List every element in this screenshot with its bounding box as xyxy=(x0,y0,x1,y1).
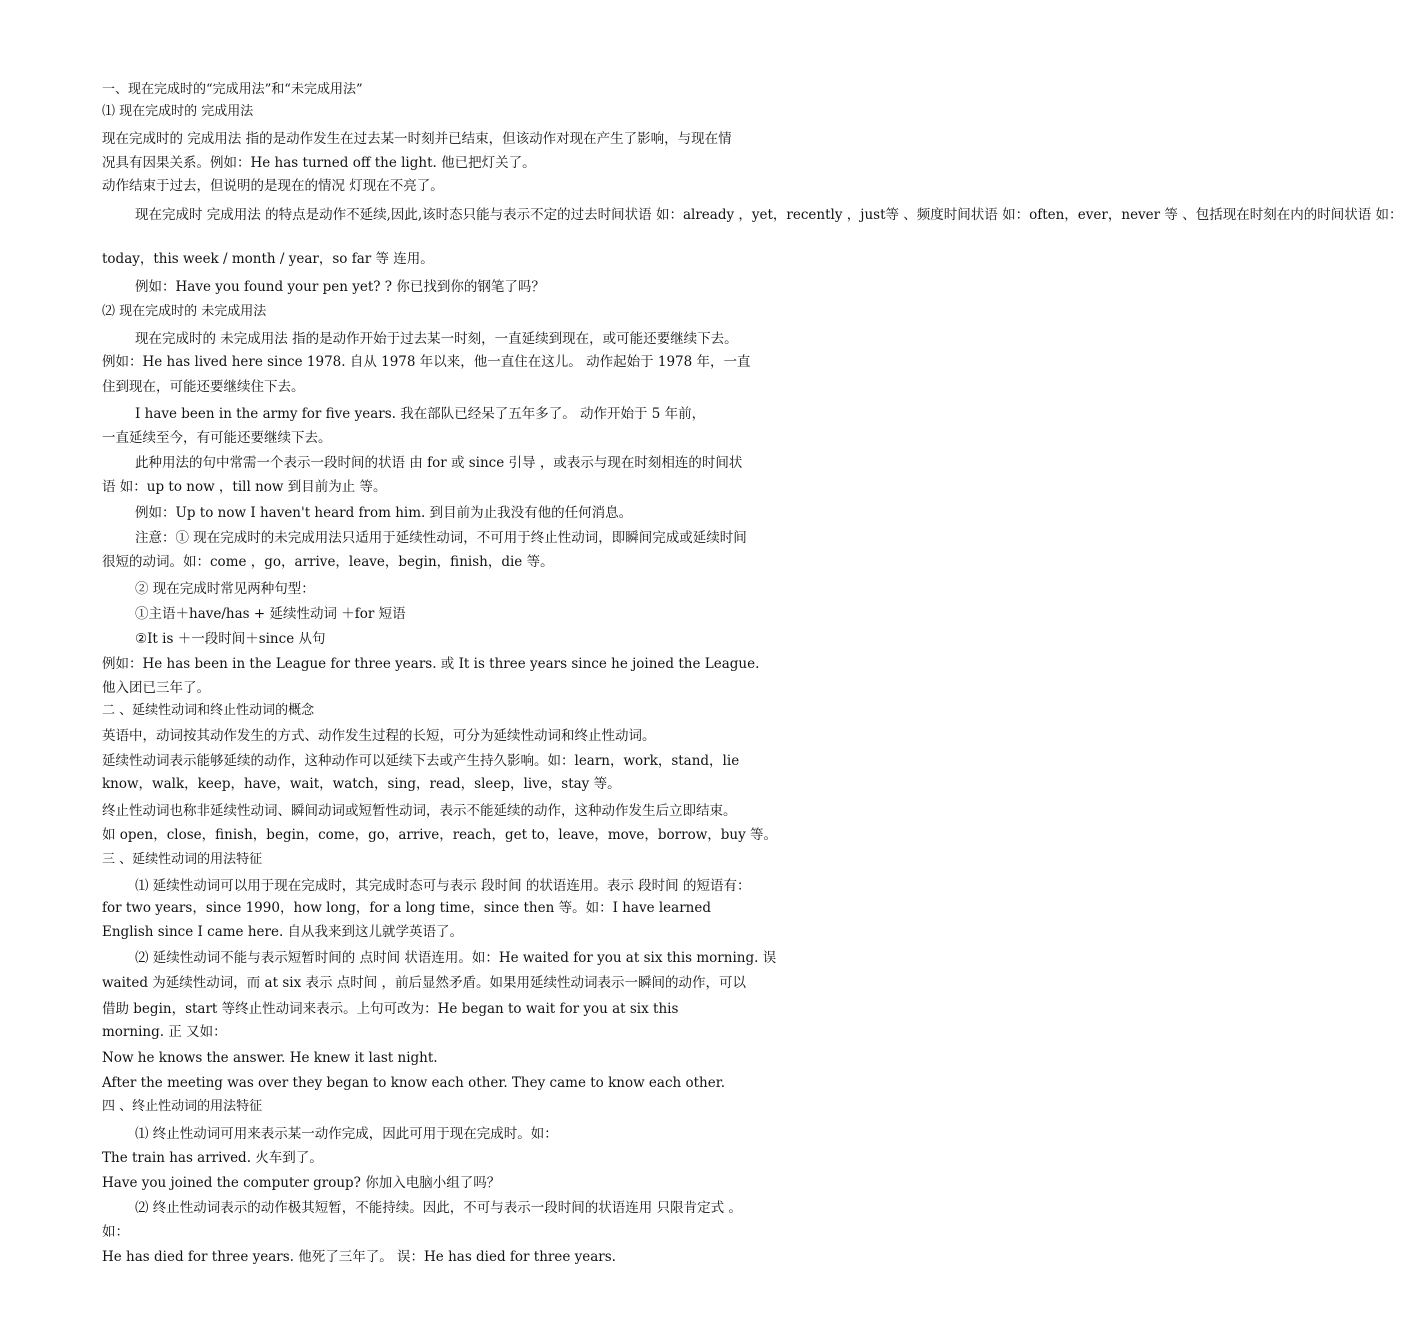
example-line: Have you joined the computer group? 你加入电脑小组了吗？ xyxy=(102,1175,501,1191)
example-line: Now he knows the answer. He knew it last night. xyxy=(102,1050,438,1066)
paragraph-line: 如： xyxy=(102,1224,129,1240)
paragraph-line: ⑵ 延续性动词不能与表示短暂时间的 点时间 状语连用。如：He waited for you at six this morning. 误 xyxy=(135,950,777,966)
example-line: English since I came here. 自从我来到这儿就学英语了。 xyxy=(102,924,464,940)
paragraph-line: 现在完成时的 完成用法 指的是动作发生在过去某一时刻并已结束，但该动作对现在产生了影响，与现在情 xyxy=(102,131,732,147)
paragraph-line: today，this week / month / year，so far 等 连用。 xyxy=(102,251,434,267)
section-heading-4: 四 、终止性动词的用法特征 xyxy=(102,1099,263,1114)
note-line: ② 现在完成时常见两种句型： xyxy=(135,581,315,597)
paragraph-line: 动作结束于过去，但说明的是现在的情况 灯现在不亮了。 xyxy=(102,178,444,194)
section-heading-2: 二 、延续性动词和终止性动词的概念 xyxy=(102,703,315,718)
example-line: 例如：Have you found your pen yet? ? 你已找到你的钢笔了吗？ xyxy=(135,279,545,295)
paragraph-line: ⑴ 延续性动词可以用于现在完成时，其完成时态可与表示 段时间 的状语连用。表示 段时间 的短语有： xyxy=(135,878,751,894)
note-line: 注意：① 现在完成时的未完成用法只适用于延续性动词，不可用于终止性动词，即瞬间完成或延续时间 xyxy=(135,530,747,546)
example-line: He has died for three years. 他死了三年了。 误：He has died for three years. xyxy=(102,1249,616,1265)
paragraph-line: ⑵ 终止性动词表示的动作极其短暂，不能持续。因此，不可与表示一段时间的状语连用 只限肯定式 。 xyxy=(135,1200,742,1216)
paragraph-line: morning. 正 又如： xyxy=(102,1024,227,1040)
paragraph-line: 延续性动词表示能够延续的动作，这种动作可以延续下去或产生持久影响。如：learn，work，stand，lie xyxy=(102,753,740,769)
paragraph-line: 一直延续至今，有可能还要继续下去。 xyxy=(102,430,332,446)
paragraph-line: 很短的动词。如：come ，go，arrive，leave，begin，finish，die 等。 xyxy=(102,554,554,570)
paragraph-line: ⑴ 终止性动词可用来表示某一动作完成，因此可用于现在完成时。如： xyxy=(135,1126,558,1142)
subsection-heading: ⑴ 现在完成时的 完成用法 xyxy=(102,104,254,119)
paragraph-line: 现在完成时 完成用法 的特点是动作不延续,因此,该时态只能与表示不定的过去时间状语 如：already ，yet，recently ，just等 、频度时间状语 如：often，ever，never 等 、包括现在时刻在内的时间状语 如： xyxy=(135,207,1403,223)
paragraph-line: 如 open，close，finish，begin，come，go，arrive，reach，get to，leave，move，borrow，buy 等。 xyxy=(102,827,778,843)
example-line: The train has arrived. 火车到了。 xyxy=(102,1150,323,1166)
paragraph-line: 终止性动词也称非延续性动词、瞬间动词或短暂性动词，表示不能延续的动作，这种动作发生后立即结束。 xyxy=(102,803,737,819)
paragraph-line: 住到现在，可能还要继续住下去。 xyxy=(102,379,305,395)
subsection-heading: ⑵ 现在完成时的 未完成用法 xyxy=(102,304,267,319)
paragraph-line: 语 如：up to now ，till now 到目前为止 等。 xyxy=(102,479,387,495)
section-heading-1: 一、现在完成时的“完成用法”和“未完成用法” xyxy=(102,82,363,97)
section-heading-3: 三 、延续性动词的用法特征 xyxy=(102,852,263,867)
paragraph-line: know，walk，keep，have，wait，watch，sing，read，sleep，live，stay 等。 xyxy=(102,776,621,792)
paragraph-line: 现在完成时的 未完成用法 指的是动作开始于过去某一时刻，一直延续到现在，或可能还要继续下去。 xyxy=(135,331,738,347)
example-line: After the meeting was over they began to know each other. They came to know each other. xyxy=(102,1075,726,1091)
paragraph-line: waited 为延续性动词，而 at six 表示 点时间 ，前后显然矛盾。如果用延续性动词表示一瞬间的动作，可以 xyxy=(102,975,747,991)
example-line: 例如：He has lived here since 1978. 自从 1978 年以来，他一直住在这儿。 动作起始于 1978 年，一直 xyxy=(102,354,751,370)
example-line: 例如：Up to now I haven't heard from him. 到目前为止我没有他的任何消息。 xyxy=(135,505,633,521)
example-line: 例如：He has been in the League for three years. 或 It is three years since he joined the League. xyxy=(102,656,760,672)
pattern-line: ②It is ＋一段时间＋since 从句 xyxy=(135,631,326,647)
pattern-line: ①主语＋have/has + 延续性动词 ＋for 短语 xyxy=(135,606,406,622)
paragraph-line: 英语中，动词按其动作发生的方式、动作发生过程的长短，可分为延续性动词和终止性动词。 xyxy=(102,728,656,744)
paragraph-line: 借助 begin，start 等终止性动词来表示。上句可改为：He began to wait for you at six this xyxy=(102,1001,679,1017)
paragraph-line: 此种用法的句中常需一个表示一段时间的状语 由 for 或 since 引导 ，或表示与现在时刻相连的时间状 xyxy=(135,455,743,471)
example-line: I have been in the army for five years. 我在部队已经呆了五年多了。 动作开始于 5 年前， xyxy=(135,406,706,422)
paragraph-line: 况具有因果关系。例如：He has turned off the light. 他已把灯关了。 xyxy=(102,155,536,171)
paragraph-line: for two years，since 1990，how long，for a long time，since then 等。如：I have learned xyxy=(102,900,712,916)
paragraph-line: 他入团已三年了。 xyxy=(102,680,210,696)
